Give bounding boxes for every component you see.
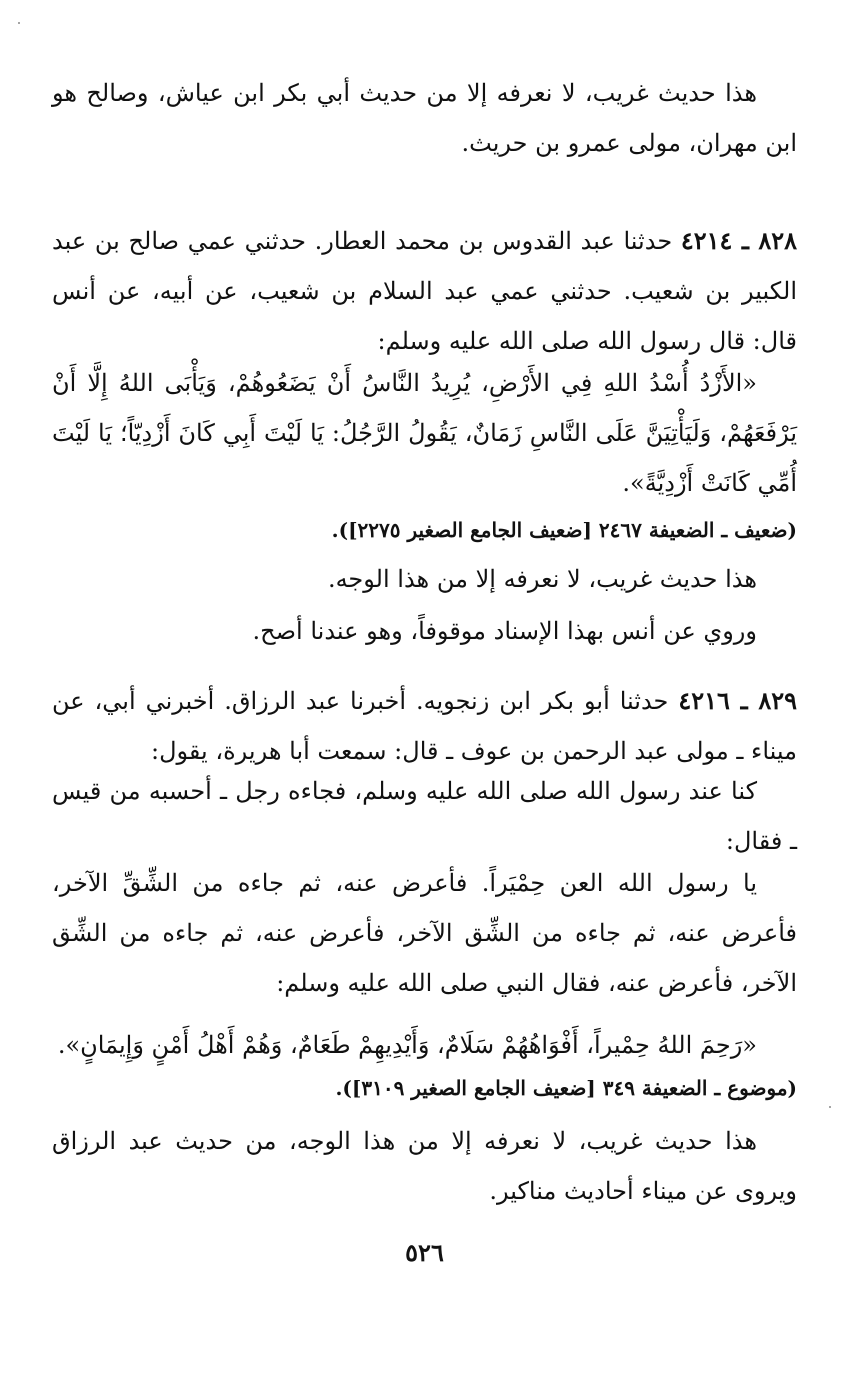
- page-number: ٥٢٦: [405, 1238, 444, 1267]
- grading-829: (موضوع ـ الضعيفة ٣٤٩ [ضعيف الجامع الصغير ٣١٠٩]).: [335, 1076, 797, 1100]
- hadith-828-chain: [52, 216, 797, 366]
- paragraph-commentary-1: هذا حديث غريب، لا نعرفه إلا من حديث أبي بكر ابن عياش، وصالح هو ابن مهران، مولى عمرو بن حريث.: [52, 79, 797, 157]
- paragraph-commentary-4: هذا حديث غريب، لا نعرفه إلا من هذا الوجه، من حديث عبد الرزاق ويروى عن ميناء أحاديث مناكير.: [52, 1127, 797, 1205]
- grading-828: (ضعيف ـ الضعيفة ٢٤٦٧ [ضعيف الجامع الصغير ٢٢٧٥]).: [331, 518, 797, 542]
- hadith-829-chain: [52, 676, 797, 776]
- hadith-number-828: ٨٢٨ ـ ٤٢١٤: [680, 226, 797, 255]
- scan-speck: [18, 22, 20, 24]
- hadith-829-matn: «رَحِمَ اللهُ حِمْيراً، أَفْوَاهُهُمْ سَلَامٌ، وَأَيْدِيهِمْ طَعَامٌ، وَهُمْ أَهْلُ أَمْنٍ وَإِيمَانٍ».: [57, 1031, 757, 1059]
- hadith-829-narration: كنا عند رسول الله صلى الله عليه وسلم، فجاءه رجل ـ أحسبه من قيس ـ فقال:: [52, 777, 797, 855]
- hadith-828-chain-text: حدثنا عبد القدوس بن محمد العطار. حدثني عمي صالح بن عبد الكبير بن شعيب. حدثني عمي عبد السلام بن شعيب، عن أبيه، عن أنس قال: قال رسول الله صلى الله عليه وسلم:: [52, 227, 797, 355]
- paragraph-commentary-2: هذا حديث غريب، لا نعرفه إلا من هذا الوجه.: [327, 565, 757, 593]
- hadith-number-829: ٨٢٩ ـ ٤٢١٦: [678, 686, 797, 715]
- scan-speck: [829, 1106, 831, 1108]
- hadith-828-matn: «الأَزْدُ أُسْدُ اللهِ فِي الأَرْضِ، يُرِيدُ النَّاسُ أَنْ يَضَعُوهُمْ، وَيَأْبَى اللهُ إِلَّا أَنْ يَرْفَعَهُمْ، وَلَيَأْتِيَنَّ عَلَى النَّاسِ زَمَانٌ، يَقُولُ الرَّجُلُ: يَا لَيْتَ أَبِي كَانَ أَزْدِيّاً؛ يَا لَيْتَ أُمِّي كَانَتْ أَزْدِيَّةً».: [52, 369, 797, 497]
- hadith-829-chain-text: حدثنا أبو بكر ابن زنجويه. أخبرنا عبد الرزاق. أخبرني أبي، عن ميناء ـ مولى عبد الرحمن بن عوف ـ قال: سمعت أبا هريرة، يقول:: [52, 687, 797, 765]
- paragraph-commentary-3: وروي عن أنس بهذا الإسناد موقوفاً، وهو عندنا أصح.: [252, 617, 757, 645]
- hadith-829-story: يا رسول الله العن حِمْيَراً. فأعرض عنه، ثم جاءه من الشِّقِّ الآخر، فأعرض عنه، ثم جاءه من الشِّق الآخر، فأعرض عنه، ثم جاءه من الشِّق الآخر، فأعرض عنه، فقال النبي صلى الله عليه وسلم:: [52, 869, 797, 997]
